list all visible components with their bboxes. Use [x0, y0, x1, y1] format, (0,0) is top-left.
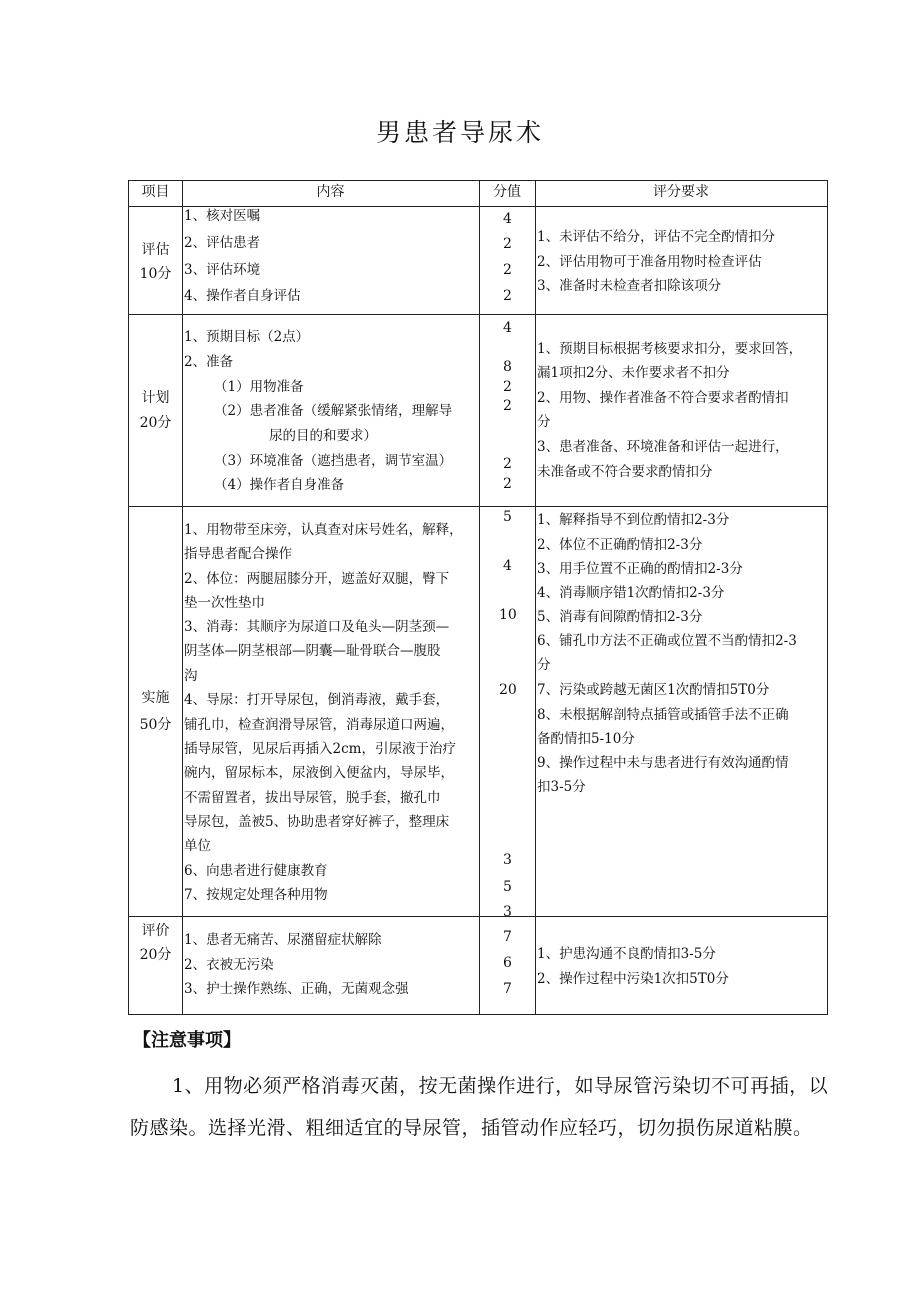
score-value: 5: [503, 509, 512, 525]
requirement-line: 2、评估用物可于准备用物时检查评估: [537, 254, 762, 270]
content-line: 1、核对医嘱: [184, 208, 261, 224]
requirement-line: 分: [537, 414, 551, 430]
content-line: 阴茎体—阴茎根部—阴囊—耻骨联合—腹股: [184, 643, 441, 659]
score-value: 2: [503, 288, 512, 304]
content-line: 碗内，留尿标本，尿液倒入便盆内，导尿毕，: [184, 765, 454, 781]
content-line: 2、衣被无污染: [184, 957, 274, 973]
content-line: （3）环境准备（遮挡患者，调节室温）: [214, 453, 453, 469]
section-item-name: 计划: [141, 390, 170, 406]
section-item-points: 50分: [139, 717, 172, 733]
content-line: 6、向患者进行健康教育: [184, 863, 328, 879]
section-item-points: 10分: [139, 266, 172, 282]
header-content: 内容: [316, 184, 345, 200]
section-item-name: 评价: [141, 923, 170, 939]
content-line: 2、体位：两腿屈膝分开，遮盖好双腿，臀下: [184, 571, 450, 587]
content-line: 单位: [184, 838, 211, 854]
score-value: 2: [503, 262, 512, 278]
requirement-line: 1、护患沟通不良酌情扣3-5分: [537, 946, 716, 962]
notes-heading: 【注意事项】: [133, 1030, 241, 1051]
header-score: 分值: [493, 184, 521, 200]
requirement-line: 4、消毒顺序错1次酌情扣2-3分: [537, 585, 725, 601]
score-value: 2: [503, 456, 512, 472]
score-value: 7: [503, 929, 512, 945]
requirement-line: 1、预期目标根据考核要求扣分，要求回答，: [537, 341, 803, 357]
content-line: 2、准备: [184, 354, 234, 370]
score-value: 5: [503, 879, 512, 895]
requirement-line: 1、解释指导不到位酌情扣2-3分: [537, 512, 730, 528]
content-line: 7、按规定处理各种用物: [184, 887, 328, 903]
scoring-table: [128, 180, 828, 1015]
score-value: 2: [503, 379, 512, 395]
content-line: 1、预期目标（2点）: [184, 329, 310, 345]
requirement-line: 3、患者准备、环境准备和评估一起进行，: [537, 439, 789, 455]
table-rule: [129, 916, 827, 917]
score-value: 2: [503, 236, 512, 252]
content-line: 垫一次性垫巾: [184, 595, 265, 611]
content-line: 尿的目的和要求）: [269, 428, 377, 444]
score-value: 4: [503, 211, 512, 227]
section-item-points: 20分: [139, 947, 172, 963]
content-line: 导尿包，盖被5、协助患者穿好裤子，整理床: [184, 814, 450, 830]
content-line: （4）操作者自身准备: [214, 477, 345, 493]
score-value: 4: [503, 558, 512, 574]
requirement-line: 2、体位不正确酌情扣2-3分: [537, 537, 703, 553]
score-value: 7: [503, 981, 512, 997]
requirement-line: 6、铺孔巾方法不正确或位置不当酌情扣2-3: [537, 633, 797, 649]
content-line: 4、操作者自身评估: [184, 288, 301, 304]
requirement-line: 1、未评估不给分，评估不完全酌情扣分: [537, 229, 776, 245]
page-title: 男患者导尿术: [375, 118, 544, 147]
content-line: （1）用物准备: [214, 379, 304, 395]
content-line: 2、评估患者: [184, 235, 261, 251]
score-value: 6: [503, 955, 512, 971]
score-value: 3: [503, 904, 512, 920]
requirement-line: 2、用物、操作者准备不符合要求者酌情扣: [537, 390, 789, 406]
table-rule: [182, 181, 183, 1014]
notes-paragraph: 1、用物必须严格消毒灭菌，按无菌操作进行，如导尿管污染切不可再插，以防感染。选择光滑、粗细适宜的导尿管，插管动作应轻巧，切勿损伤尿道粘膜。: [130, 1075, 829, 1139]
content-line: （2）患者准备（缓解紧张情绪，理解导: [214, 403, 453, 419]
score-value: 2: [503, 398, 512, 414]
requirement-line: 8、未根据解剖特点插管或插管手法不正确: [537, 707, 789, 723]
score-value: 20: [499, 682, 517, 698]
requirement-line: 9、操作过程中未与患者进行有效沟通酌情: [537, 755, 789, 771]
requirement-line: 5、消毒有间隙酌情扣2-3分: [537, 609, 703, 625]
content-line: 插导尿管，见尿后再插入2cm，引尿液于治疗: [184, 741, 456, 757]
table-rule: [479, 181, 480, 1014]
content-line: 铺孔巾，检查润滑导尿管，消毒尿道口两遍，: [184, 717, 454, 733]
content-line: 沟: [184, 668, 198, 684]
content-line: 不需留置者，拔出导尿管，脱手套，撤孔巾: [184, 790, 441, 806]
requirement-line: 漏1项扣2分、未作要求者不扣分: [537, 365, 730, 381]
score-value: 8: [503, 359, 512, 375]
content-line: 3、消毒：其顺序为尿道口及龟头—阴茎颈—: [184, 619, 450, 635]
content-line: 4、导尿：打开导尿包，倒消毒液，戴手套，: [184, 692, 450, 708]
table-rule: [535, 181, 536, 1014]
requirement-line: 备酌情扣5-10分: [537, 731, 635, 747]
score-value: 4: [503, 320, 512, 336]
content-line: 1、用物带至床旁，认真查对床号姓名，解释，: [184, 522, 463, 538]
content-line: 3、护士操作熟练、正确，无菌观念强: [184, 981, 409, 997]
content-line: 指导患者配合操作: [184, 546, 292, 562]
requirement-line: 3、准备时未检查者扣除该项分: [537, 278, 722, 294]
table-rule: [129, 506, 827, 507]
section-item-name: 实施: [141, 690, 170, 706]
header-item: 项目: [141, 184, 170, 200]
requirement-line: 未准备或不符合要求酌情扣分: [537, 464, 713, 480]
header-requirements: 评分要求: [653, 184, 709, 200]
requirement-line: 分: [537, 657, 551, 673]
table-rule: [129, 314, 827, 315]
requirement-line: 扣3-5分: [537, 779, 586, 795]
content-line: 3、评估环境: [184, 262, 261, 278]
section-item-points: 20分: [139, 415, 172, 431]
score-value: 2: [503, 476, 512, 492]
score-value: 10: [499, 607, 517, 623]
content-line: 1、患者无痛苦、尿潴留症状解除: [184, 932, 382, 948]
requirement-line: 7、污染或跨越无菌区1次酌情扣5T0分: [537, 682, 770, 698]
section-item-name: 评估: [141, 242, 170, 258]
requirement-line: 3、用手位置不正确的酌情扣2-3分: [537, 561, 743, 577]
score-value: 3: [503, 852, 512, 868]
requirement-line: 2、操作过程中污染1次扣5T0分: [537, 971, 729, 987]
